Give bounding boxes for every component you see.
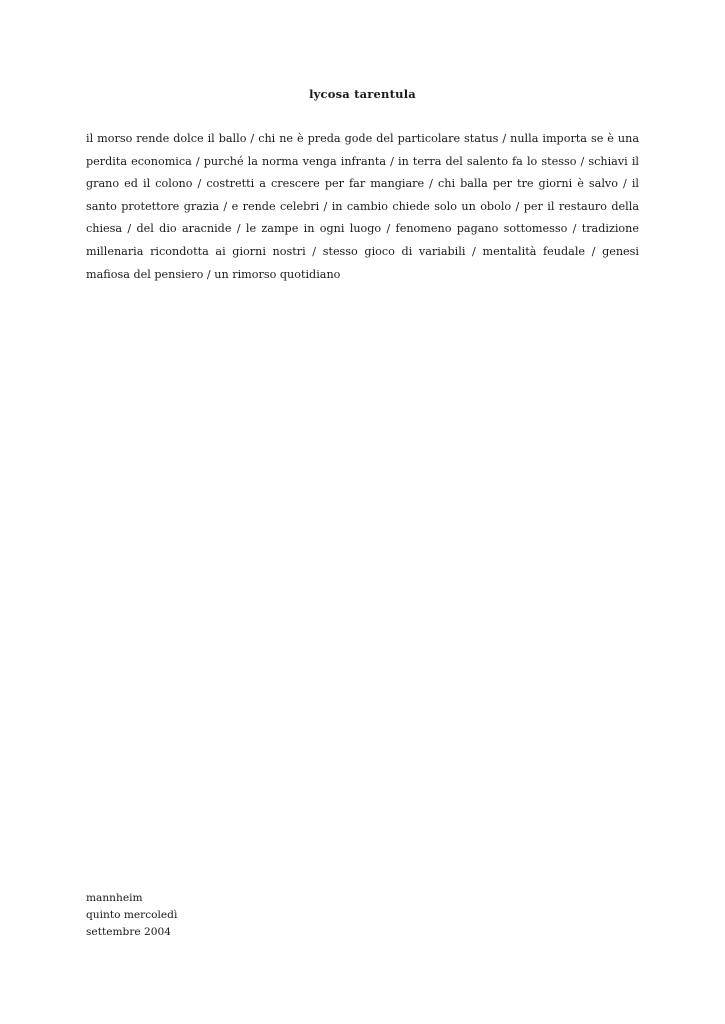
signature-date: settembre 2004 — [86, 926, 171, 938]
signature-block — [86, 890, 177, 941]
signature-place: mannheim — [86, 892, 143, 904]
signature-day: quinto mercoledì — [86, 909, 178, 921]
poem-body: il morso rende dolce il ballo / chi ne è preda gode del particolare status / nulla importa se è una perdita economica / purché la norma venga infranta / in terra del salento fa lo stesso / schiavi il grano ed il colono / costretti a crescere per far mangiare / chi balla per tre giorni è salvo / il santo protettore grazia / e rende celebri / in cambio chiede solo un obolo / per il restauro della chiesa / del dio aracnide / le zampe in ogni luogo / fenomeno pagano sottomesso / tradizione millenaria ricondotta ai giorni nostri / stesso gioco di variabili / mentalità feudale / genesi mafiosa del pensiero / un rimorso quotidiano — [86, 132, 639, 281]
poem-title: lycosa tarentula — [309, 87, 416, 101]
